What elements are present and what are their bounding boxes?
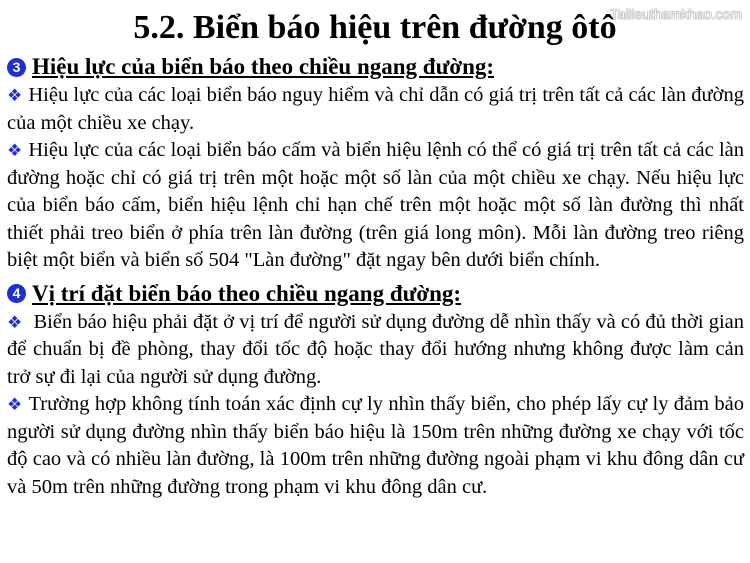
diamond-bullet-icon: ❖ — [7, 86, 23, 105]
number-4-icon: 4 — [7, 284, 26, 303]
section-heading-text: Vị trí đặt biển báo theo chiều ngang đường: — [32, 280, 462, 306]
bullet-paragraph — [7, 309, 744, 392]
paragraph-text: Trường hợp không tính toán xác định cự ly nhìn thấy biển, cho phép lấy cự ly đảm bảo người sử dụng đường nhìn thấy biển báo hiệu là 150m trên những đường xe chạy với tốc độ cao và có nhiều làn đường, là 100m trên những đường ngoài phạm vi khu đông dân cư và 50m trên những đường trong phạm vi khu đông dân cư. — [7, 393, 744, 498]
section-heading-text: Hiệu lực của biển báo theo chiều ngang đường: — [32, 54, 495, 79]
slide-content — [7, 52, 744, 501]
paragraph-text: Biển báo hiệu phải đặt ở vị trí để người sử dụng đường dễ nhìn thấy và có đủ thời gian để chuẩn bị đề phòng, thay đổi tốc độ hoặc thay đổi hướng nhưng không được làm cản trở sự đi lại của người sử dụng đường. — [7, 310, 744, 388]
section-heading — [7, 279, 744, 309]
paragraph-text: Hiệu lực của các loại biển báo nguy hiểm và chỉ dẫn có giá trị trên tất cả các làn đường của một chiều xe chạy. — [7, 84, 745, 134]
number-3-icon: 3 — [7, 58, 26, 77]
watermark: Tailieuthamkhao.com — [610, 6, 742, 22]
bullet-paragraph — [7, 82, 744, 137]
diamond-bullet-icon: ❖ — [7, 141, 23, 160]
page-title: 5.2. Biển báo hiệu trên đường ôtô — [133, 9, 617, 46]
section-heading — [7, 52, 744, 82]
diamond-bullet-icon: ❖ — [7, 395, 23, 414]
bullet-paragraph — [7, 137, 744, 275]
diamond-bullet-icon: ❖ — [7, 312, 23, 332]
paragraph-text: Hiệu lực của các loại biển báo cấm và biển hiệu lệnh có thể có giá trị trên tất cả các làn đường hoặc chỉ có giá trị trên một hoặc một số làn của một chiều xe chạy. Nếu hiệu lực của biển báo cấm, biển hiệu lệnh chỉ hạn chế trên một hoặc một số làn đường thì nhất thiết phải treo biển ở phía trên làn đường (trên giá long môn). Mỗi làn đường treo riêng biệt một biển và biển số 504 "Làn đường" đặt ngay bên dưới biển chính. — [7, 139, 744, 271]
bullet-paragraph — [7, 391, 744, 501]
